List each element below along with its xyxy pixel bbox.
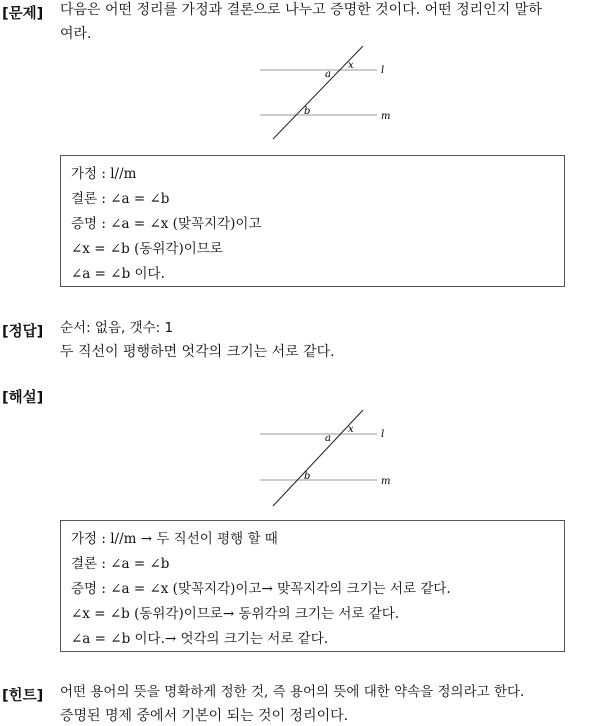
label-b-2: b: [304, 471, 311, 482]
problem-text-line1: 다음은 어떤 정리를 가정과 결론으로 나누고 증명한 것이다. 어떤 정리인지 말하: [60, 2, 542, 18]
label-m: m: [381, 111, 391, 122]
proof-row-result: ∠a = ∠b 이다.: [71, 266, 165, 282]
answer-line1: 순서: 없음, 갯수: 1: [60, 320, 174, 336]
explanation-row-result: ∠a = ∠b 이다.→ 엇각의 크기는 서로 같다.: [71, 631, 329, 647]
label-b: b: [304, 106, 311, 117]
answer-line2: 두 직선이 평행하면 엇각의 크기는 서로 같다.: [60, 344, 335, 360]
hint-tag: [힌트]: [2, 688, 44, 704]
explanation-proof-box: [60, 520, 565, 652]
problem-proof-box: [60, 155, 565, 287]
explanation-row-assumption: 가정 : l//m → 두 직선이 평행 할 때: [71, 531, 278, 547]
parallel-lines-figure: [255, 42, 395, 142]
answer-tag: [정답]: [2, 324, 44, 340]
explanation-row-proof: 증명 : ∠a = ∠x (맞꼭지각)이고→ 맞꼭지각의 크기는 서로 같다.: [71, 581, 451, 597]
hint-line2: 증명된 명제 중에서 기본이 되는 것이 정리이다.: [60, 708, 349, 724]
proof-row-proof: 증명 : ∠a = ∠x (맞꼭지각)이고: [71, 216, 262, 232]
explanation-row-step: ∠x = ∠b (동위각)이므로→ 동위각의 크기는 서로 같다.: [71, 606, 400, 622]
label-l-2: l: [381, 429, 385, 440]
label-l: l: [381, 65, 385, 76]
hint-line1: 어떤 용어의 뜻을 명확하게 정한 것, 즉 용어의 뜻에 대한 약속을 정의라고 한다.: [60, 684, 525, 700]
parallel-lines-figure-2: [255, 406, 395, 510]
proof-row-assumption: 가정 : l//m: [71, 166, 137, 182]
explanation-row-conclusion: 결론 : ∠a = ∠b: [71, 556, 170, 572]
proof-row-conclusion: 결론 : ∠a = ∠b: [71, 191, 170, 207]
label-x: x: [348, 60, 354, 71]
label-x-2: x: [348, 424, 354, 435]
label-m-2: m: [381, 476, 391, 487]
problem-text-line2: 여라.: [60, 26, 92, 42]
problem-tag: [문제]: [2, 6, 44, 22]
label-a-2: a: [325, 433, 331, 444]
label-a: a: [325, 69, 331, 80]
explanation-tag: [해설]: [2, 390, 44, 406]
proof-row-step: ∠x = ∠b (동위각)이므로: [71, 241, 223, 257]
